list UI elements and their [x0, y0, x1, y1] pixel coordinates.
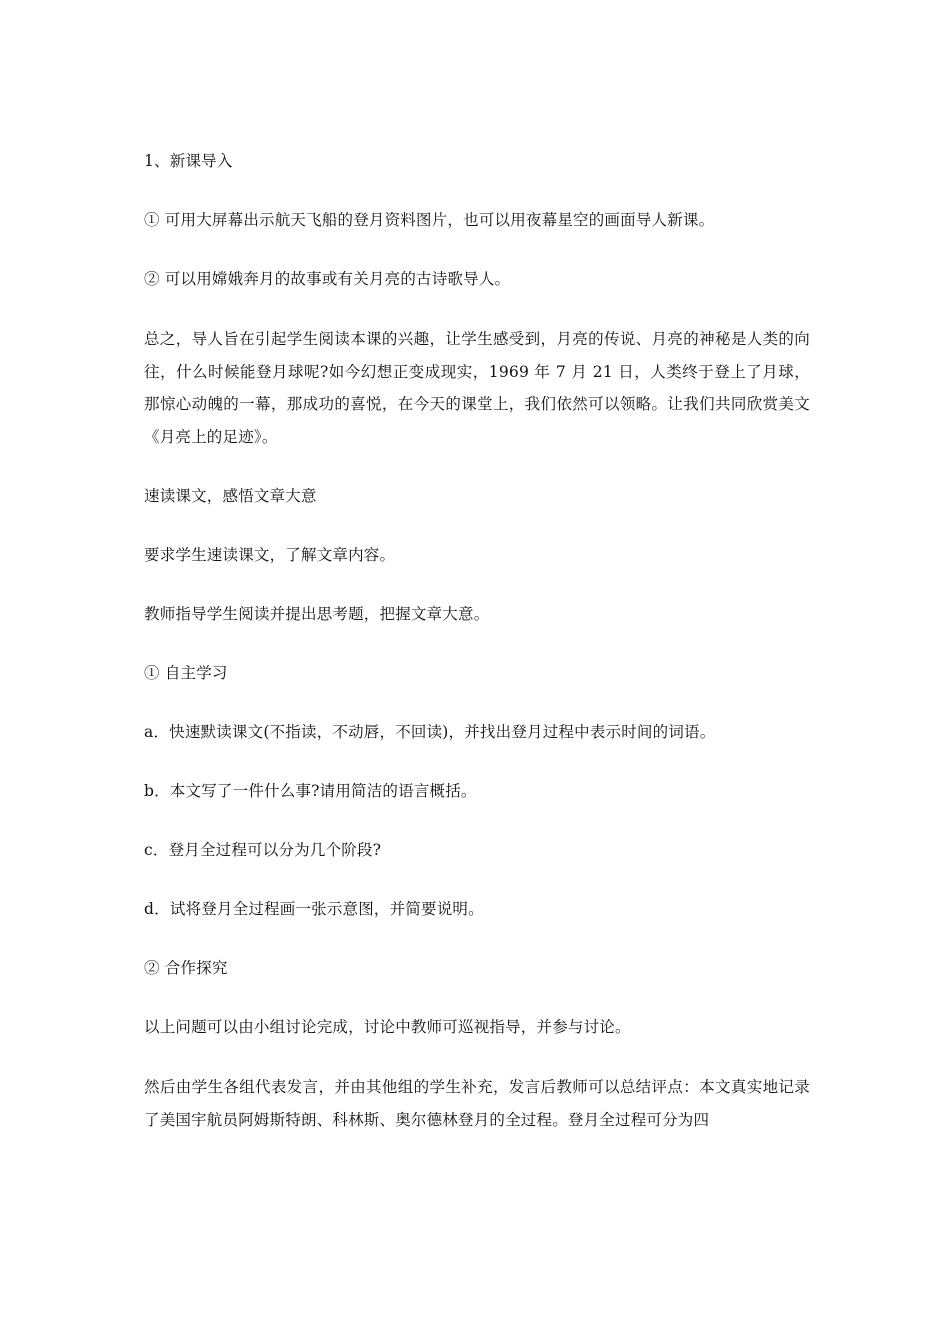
paragraph-summary: 总之，导人旨在引起学生阅读本课的兴趣，让学生感受到，月亮的传说、月亮的神秘是人类的向往，什么时候能登月球呢?如今幻想正变成现实，1969 年 7 月 21 日，人类终于登上了月球，那惊心动魄的一幕，那成功的喜悦，在今天的课堂上，我们依然可以领略。让我们共同欣赏美文《月亮上的足迹》。	[144, 330, 810, 446]
paragraph-intro-option-1: ① 可用大屏幕出示航天飞船的登月资料图片，也可以用夜幕星空的画面导人新课。	[144, 211, 715, 229]
paragraph-group-discussion: 以上问题可以由小组讨论完成，讨论中教师可巡视指导，并参与讨论。	[144, 1018, 631, 1036]
question-d: d．试将登月全过程画一张示意图，并简要说明。	[144, 900, 484, 918]
paragraph-reading-requirement: 要求学生速读课文，了解文章内容。	[144, 546, 396, 564]
paragraph-teacher-guidance: 教师指导学生阅读并提出思考题，把握文章大意。	[144, 605, 490, 623]
subheading-cooperative-inquiry: ② 合作探究	[144, 959, 228, 977]
paragraph-teacher-summary: 然后由学生各组代表发言，并由其他组的学生补充，发言后教师可以总结评点：本文真实地记录了美国宇航员阿姆斯特朗、科林斯、奥尔德林登月的全过程。登月全过程可分为四	[144, 1078, 810, 1129]
paragraph-intro-option-2: ② 可以用嫦娥奔月的故事或有关月亮的古诗歌导人。	[144, 270, 511, 288]
section-heading-new-lesson: 1、新课导入	[144, 152, 233, 170]
question-b: b．本文写了一件什么事?请用简洁的语言概括。	[144, 782, 477, 800]
question-a: a．快速默读课文(不指读，不动唇，不回读)，并找出登月过程中表示时间的词语。	[144, 723, 716, 741]
question-c: c．登月全过程可以分为几个阶段?	[144, 841, 382, 859]
subheading-self-study: ① 自主学习	[144, 664, 228, 682]
section-heading-speed-reading: 速读课文，感悟文章大意	[144, 487, 317, 505]
document-body	[144, 146, 810, 1164]
